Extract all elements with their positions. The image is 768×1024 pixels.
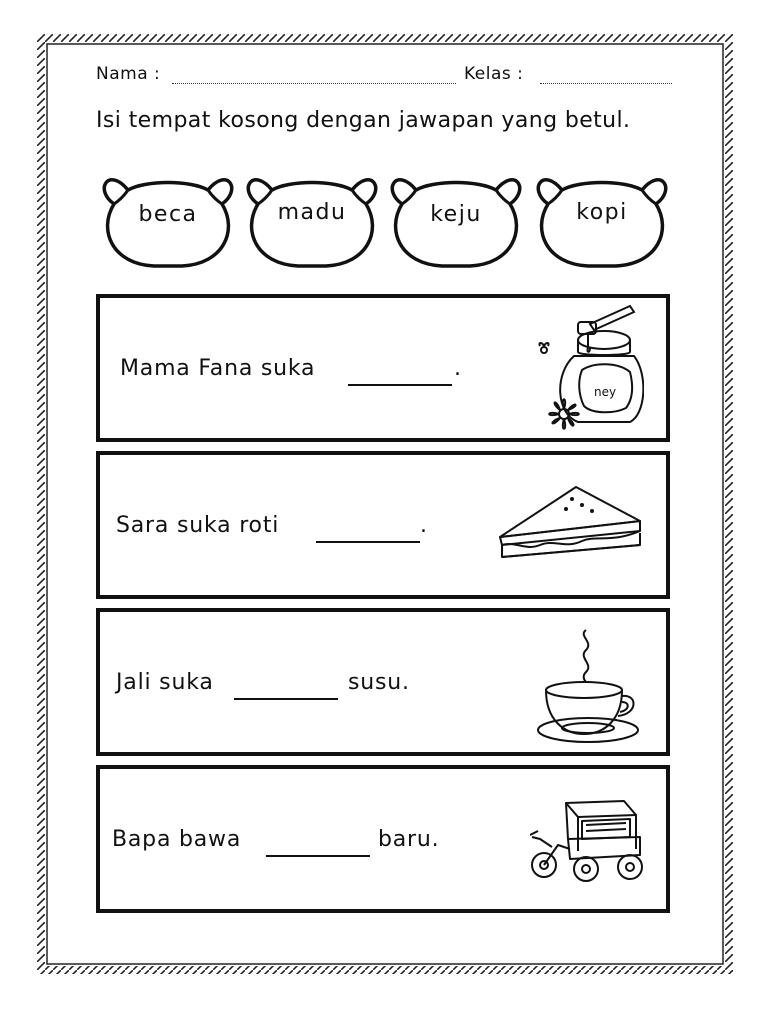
word-bank-item [386,160,526,270]
name-field[interactable] [172,83,456,84]
name-label: Nama : [96,64,161,84]
question-text-end: susu. [348,670,410,695]
question-text-end: . [454,356,462,381]
class-label: Kelas : [464,64,524,84]
answer-blank[interactable] [234,698,338,700]
class-field[interactable] [540,83,672,84]
trishaw-icon [530,799,646,889]
question-text-end: baru. [378,827,440,852]
word-bank-item [242,160,382,270]
question-box [96,608,670,756]
question-box [96,294,670,442]
answer-blank[interactable] [316,541,420,543]
question-text: Sara suka roti [116,513,280,538]
word-bank-item [532,160,672,270]
student-info-header [96,64,676,90]
svg-text:ney: ney [594,385,617,399]
question-box [96,765,670,913]
word-bank-word: beca [138,202,198,227]
word-bank-word: keju [430,202,482,227]
word-bank-word: madu [277,200,347,225]
question-text: Jali suka [116,670,214,695]
coffee-cup-icon [534,624,644,752]
answer-blank[interactable] [266,855,370,857]
question-text: Mama Fana suka [120,356,316,381]
question-text: Bapa bawa [112,827,242,852]
question-box [96,451,670,599]
answer-blank[interactable] [348,384,452,386]
word-bank-item [98,160,238,270]
honey-jar-icon [534,304,644,442]
instruction-text: Isi tempat kosong dengan jawapan yang betul. [96,108,631,133]
question-text-end: . [420,513,428,538]
sandwich-icon [496,479,646,573]
word-bank-word: kopi [576,200,628,225]
